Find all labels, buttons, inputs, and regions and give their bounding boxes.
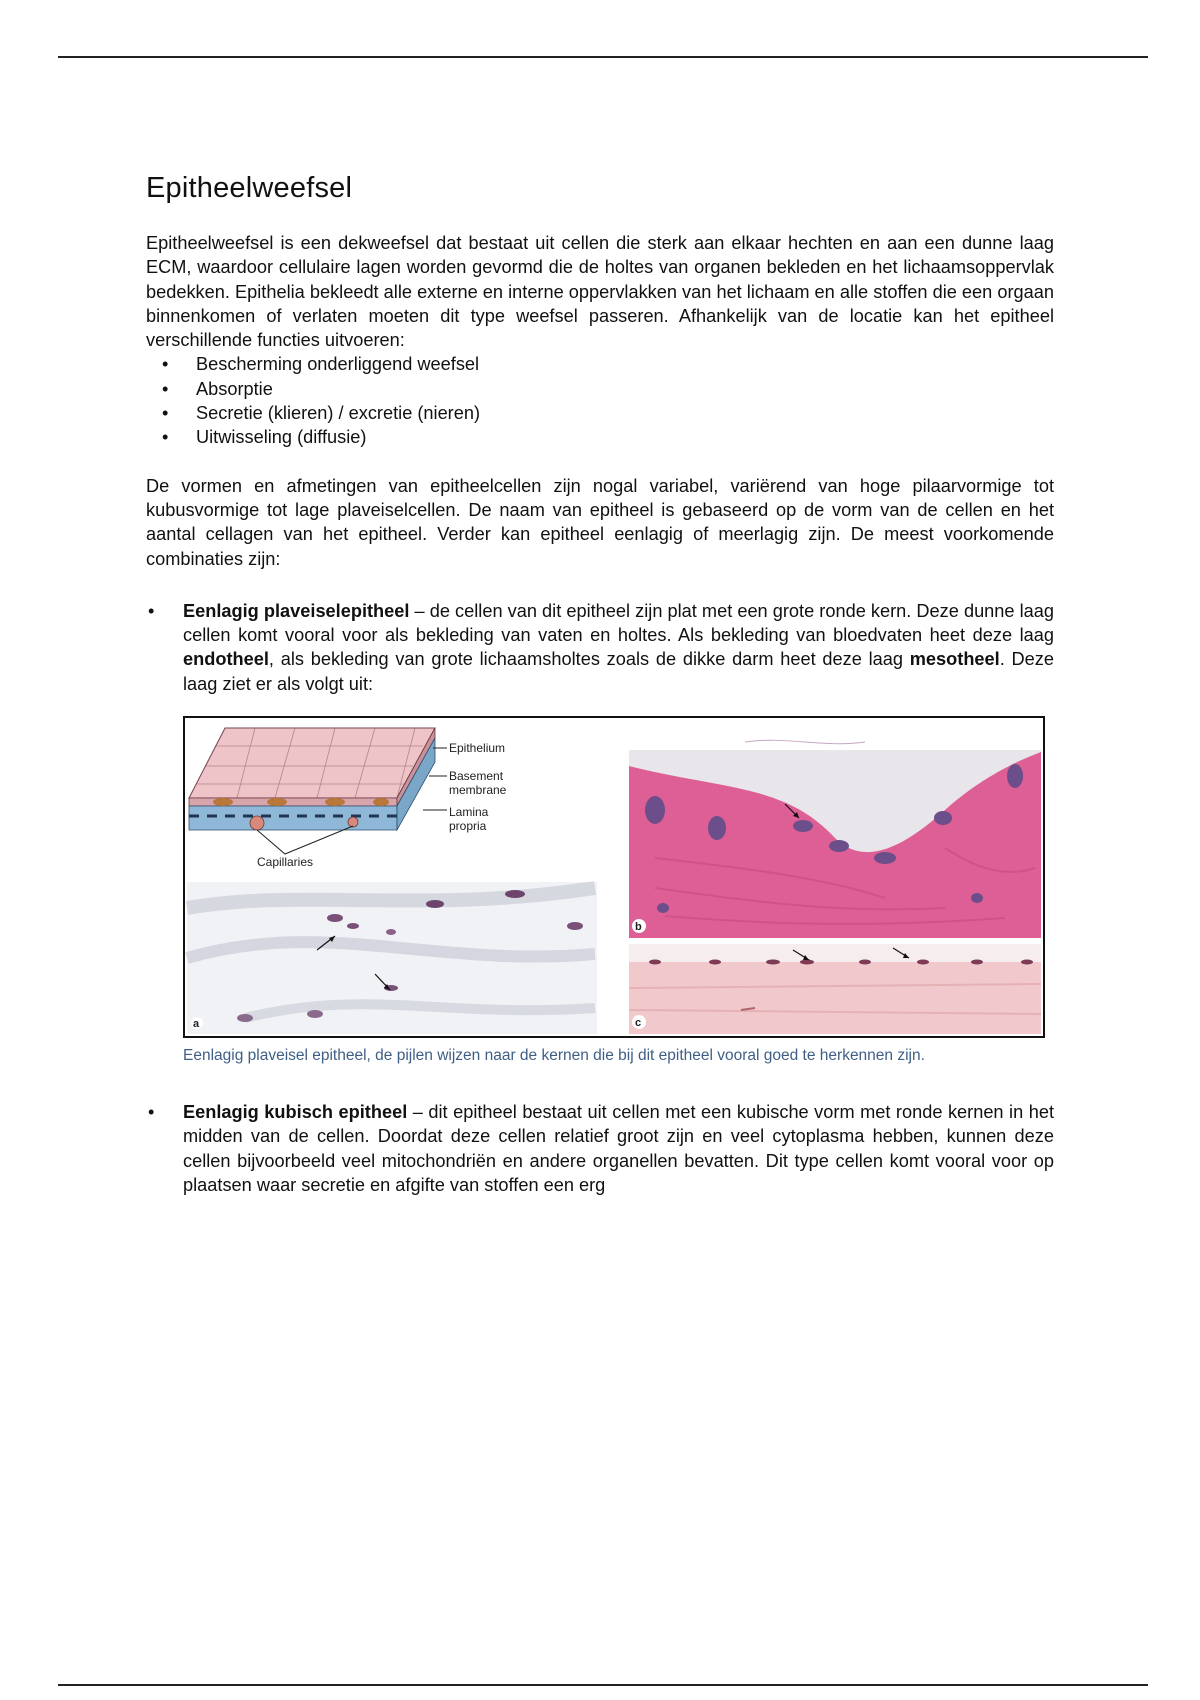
micrograph-b <box>629 740 1041 938</box>
term-endotheel: endotheel <box>183 649 269 670</box>
panel-label-a: a <box>193 1018 200 1031</box>
function-item: • Uitwisseling (diffusie) <box>146 425 1054 449</box>
figure-caption: Eenlagig plaveisel epitheel, de pijlen wijzen naar de kernen die bij dit epitheel vooral goed te herkennen zijn. <box>183 1047 925 1065</box>
type-title: Eenlagig plaveiselepitheel <box>183 600 410 621</box>
label-propria: propria <box>449 819 487 834</box>
epithelium-type-cuboidal <box>146 1100 1054 1197</box>
epithelium-type-squamous <box>146 599 1054 696</box>
term-mesotheel: mesotheel <box>909 649 1000 670</box>
footer-rule <box>58 1684 1148 1686</box>
function-item: • Bescherming onderliggend weefsel <box>146 352 1054 376</box>
panel-label-b: b <box>635 921 642 934</box>
micrograph-a <box>187 882 597 1034</box>
type-title: Eenlagig kubisch epitheel <box>183 1102 408 1123</box>
document-body <box>146 172 1054 1197</box>
bullet: • <box>148 600 155 621</box>
bullet: • <box>148 1102 155 1123</box>
type-text: . Deze laag ziet er als volgt uit: <box>183 649 1054 694</box>
function-item: • Absorptie <box>146 377 1054 401</box>
function-item: • Secretie (klieren) / excretie (nieren) <box>146 401 1054 425</box>
squamous-epithelium-figure <box>183 716 1045 1038</box>
label-membrane: membrane <box>449 783 507 798</box>
functions-list <box>146 352 1054 449</box>
page-title: Epitheelweefsel <box>146 172 353 204</box>
schematic-diagram <box>189 728 507 869</box>
figure-illustration <box>185 718 1043 1036</box>
label-capillaries: Capillaries <box>257 855 314 870</box>
label-basement: Basement <box>449 769 504 784</box>
panel-label-c: c <box>635 1017 642 1030</box>
shapes-paragraph: De vormen en afmetingen van epitheelcellen zijn nogal variabel, variërend van hoge pilaarvormige tot kubusvormige tot lage plaveiselcellen. De naam van epitheel is gebaseerd op de vorm van de cellen en het aantal cellagen van het epitheel. Verder kan epitheel eenlagig of meerlagig zijn. De meest voorkomende combinaties zijn: <box>146 475 1054 569</box>
type-text: – dit epitheel bestaat uit cellen met een kubische vorm met ronde kernen in het midden van de cellen. Doordat deze cellen relatief groot zijn en veel cytoplasma hebben, kunnen deze cellen bijvoorbeeld veel mitochondriën en andere organellen bevatten. Dit type cellen komt vooral voor op plaatsen waar secretie en afgifte van stoffen een erg <box>183 1102 1054 1195</box>
label-lamina: Lamina <box>449 805 489 820</box>
intro-paragraph: Epitheelweefsel is een dekweefsel dat bestaat uit cellen die sterk aan elkaar hechten en aan een dunne laag ECM, waardoor cellulaire lagen worden gevormd die de holtes van organen bekleden en het lichaamsoppervlak bedekken. Epithelia bekleedt alle externe en interne oppervlakken van het lichaam en alle stoffen die een orgaan binnenkomen of verlaten moeten dit type weefsel passeren. Afhankelijk van de locatie kan het epitheel verschillende functies uitvoeren: <box>146 233 1054 351</box>
micrograph-c <box>629 944 1041 1034</box>
label-epithelium: Epithelium <box>449 741 506 756</box>
type-text: , als bekleding van grote lichaamsholtes zoals de dikke darm heet deze laag <box>268 649 910 670</box>
header-rule <box>58 56 1148 58</box>
type-text: – de cellen van dit epitheel zijn plat met een grote ronde kern. Deze dunne laag cellen komt vooral voor als bekleding van vaten en holtes. Als bekleding van bloedvaten heet deze laag <box>183 600 1054 646</box>
